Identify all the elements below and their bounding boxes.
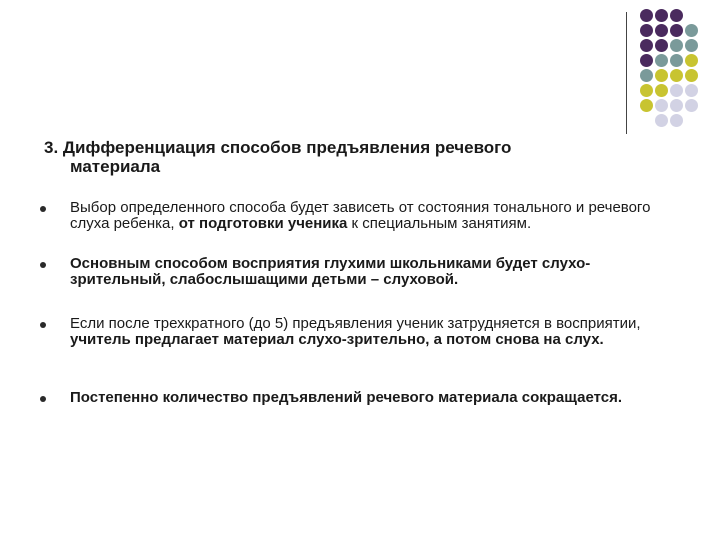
decorative-dot [640, 69, 653, 82]
bullet-icon [40, 322, 46, 328]
decorative-dot [655, 39, 668, 52]
decorative-dot [655, 69, 668, 82]
decorative-dot [670, 9, 683, 22]
text-run: Если после трехкратного (до 5) предъявления ученик затрудняется в восприятии, [70, 315, 641, 332]
decorative-dot [640, 39, 653, 52]
slide-title-line-1: 3. Дифференциация способов предъявления речевого [44, 138, 512, 157]
decorative-dot [685, 69, 698, 82]
decorative-dot [670, 69, 683, 82]
text-run-bold: учитель предлагает материал слухо-зрительно, а потом снова на слух. [70, 331, 604, 348]
text-run-bold: Постепенно количество предъявлений речевого материала сокращается. [70, 389, 623, 406]
decorative-dot [655, 54, 668, 67]
vertical-divider [626, 12, 627, 134]
decorative-dot [685, 84, 698, 97]
decorative-dot [670, 39, 683, 52]
bullet-icon [40, 262, 46, 268]
decorative-dot [670, 54, 683, 67]
decorative-dot [655, 99, 668, 112]
decorative-dot [685, 99, 698, 112]
decorative-dot [670, 84, 683, 97]
slide-title [44, 138, 644, 176]
decorative-dot [655, 114, 668, 127]
decorative-dot [655, 9, 668, 22]
decorative-dot [685, 24, 698, 37]
list-item-text [70, 390, 680, 406]
decorative-dot [640, 84, 653, 97]
text-run: Выбор определенного способа будет зависеть от состояния тонального и речевого слуха ребенка, [70, 199, 651, 232]
decorative-dot [670, 24, 683, 37]
decorative-dot [685, 39, 698, 52]
bullet-icon [40, 206, 46, 212]
list-item-text [70, 200, 680, 232]
text-run: к специальным занятиям. [347, 215, 532, 232]
decorative-dot [685, 54, 698, 67]
text-run-bold: Основным способом восприятия глухими школьниками будет слухо-зрительный, слабослышащими детьми – слуховой. [70, 255, 591, 288]
text-run-bold: от подготовки ученика [178, 215, 348, 232]
bullet-icon [40, 396, 46, 402]
decorative-dot [655, 24, 668, 37]
decorative-dot [640, 54, 653, 67]
slide-title-line-2: материала [70, 157, 161, 176]
list-item-text [70, 256, 680, 288]
list-item-text [70, 316, 680, 348]
decorative-dot [640, 99, 653, 112]
decorative-dot [670, 99, 683, 112]
decorative-dot [655, 84, 668, 97]
decorative-dot [640, 9, 653, 22]
decorative-dot [640, 24, 653, 37]
decorative-dot [670, 114, 683, 127]
